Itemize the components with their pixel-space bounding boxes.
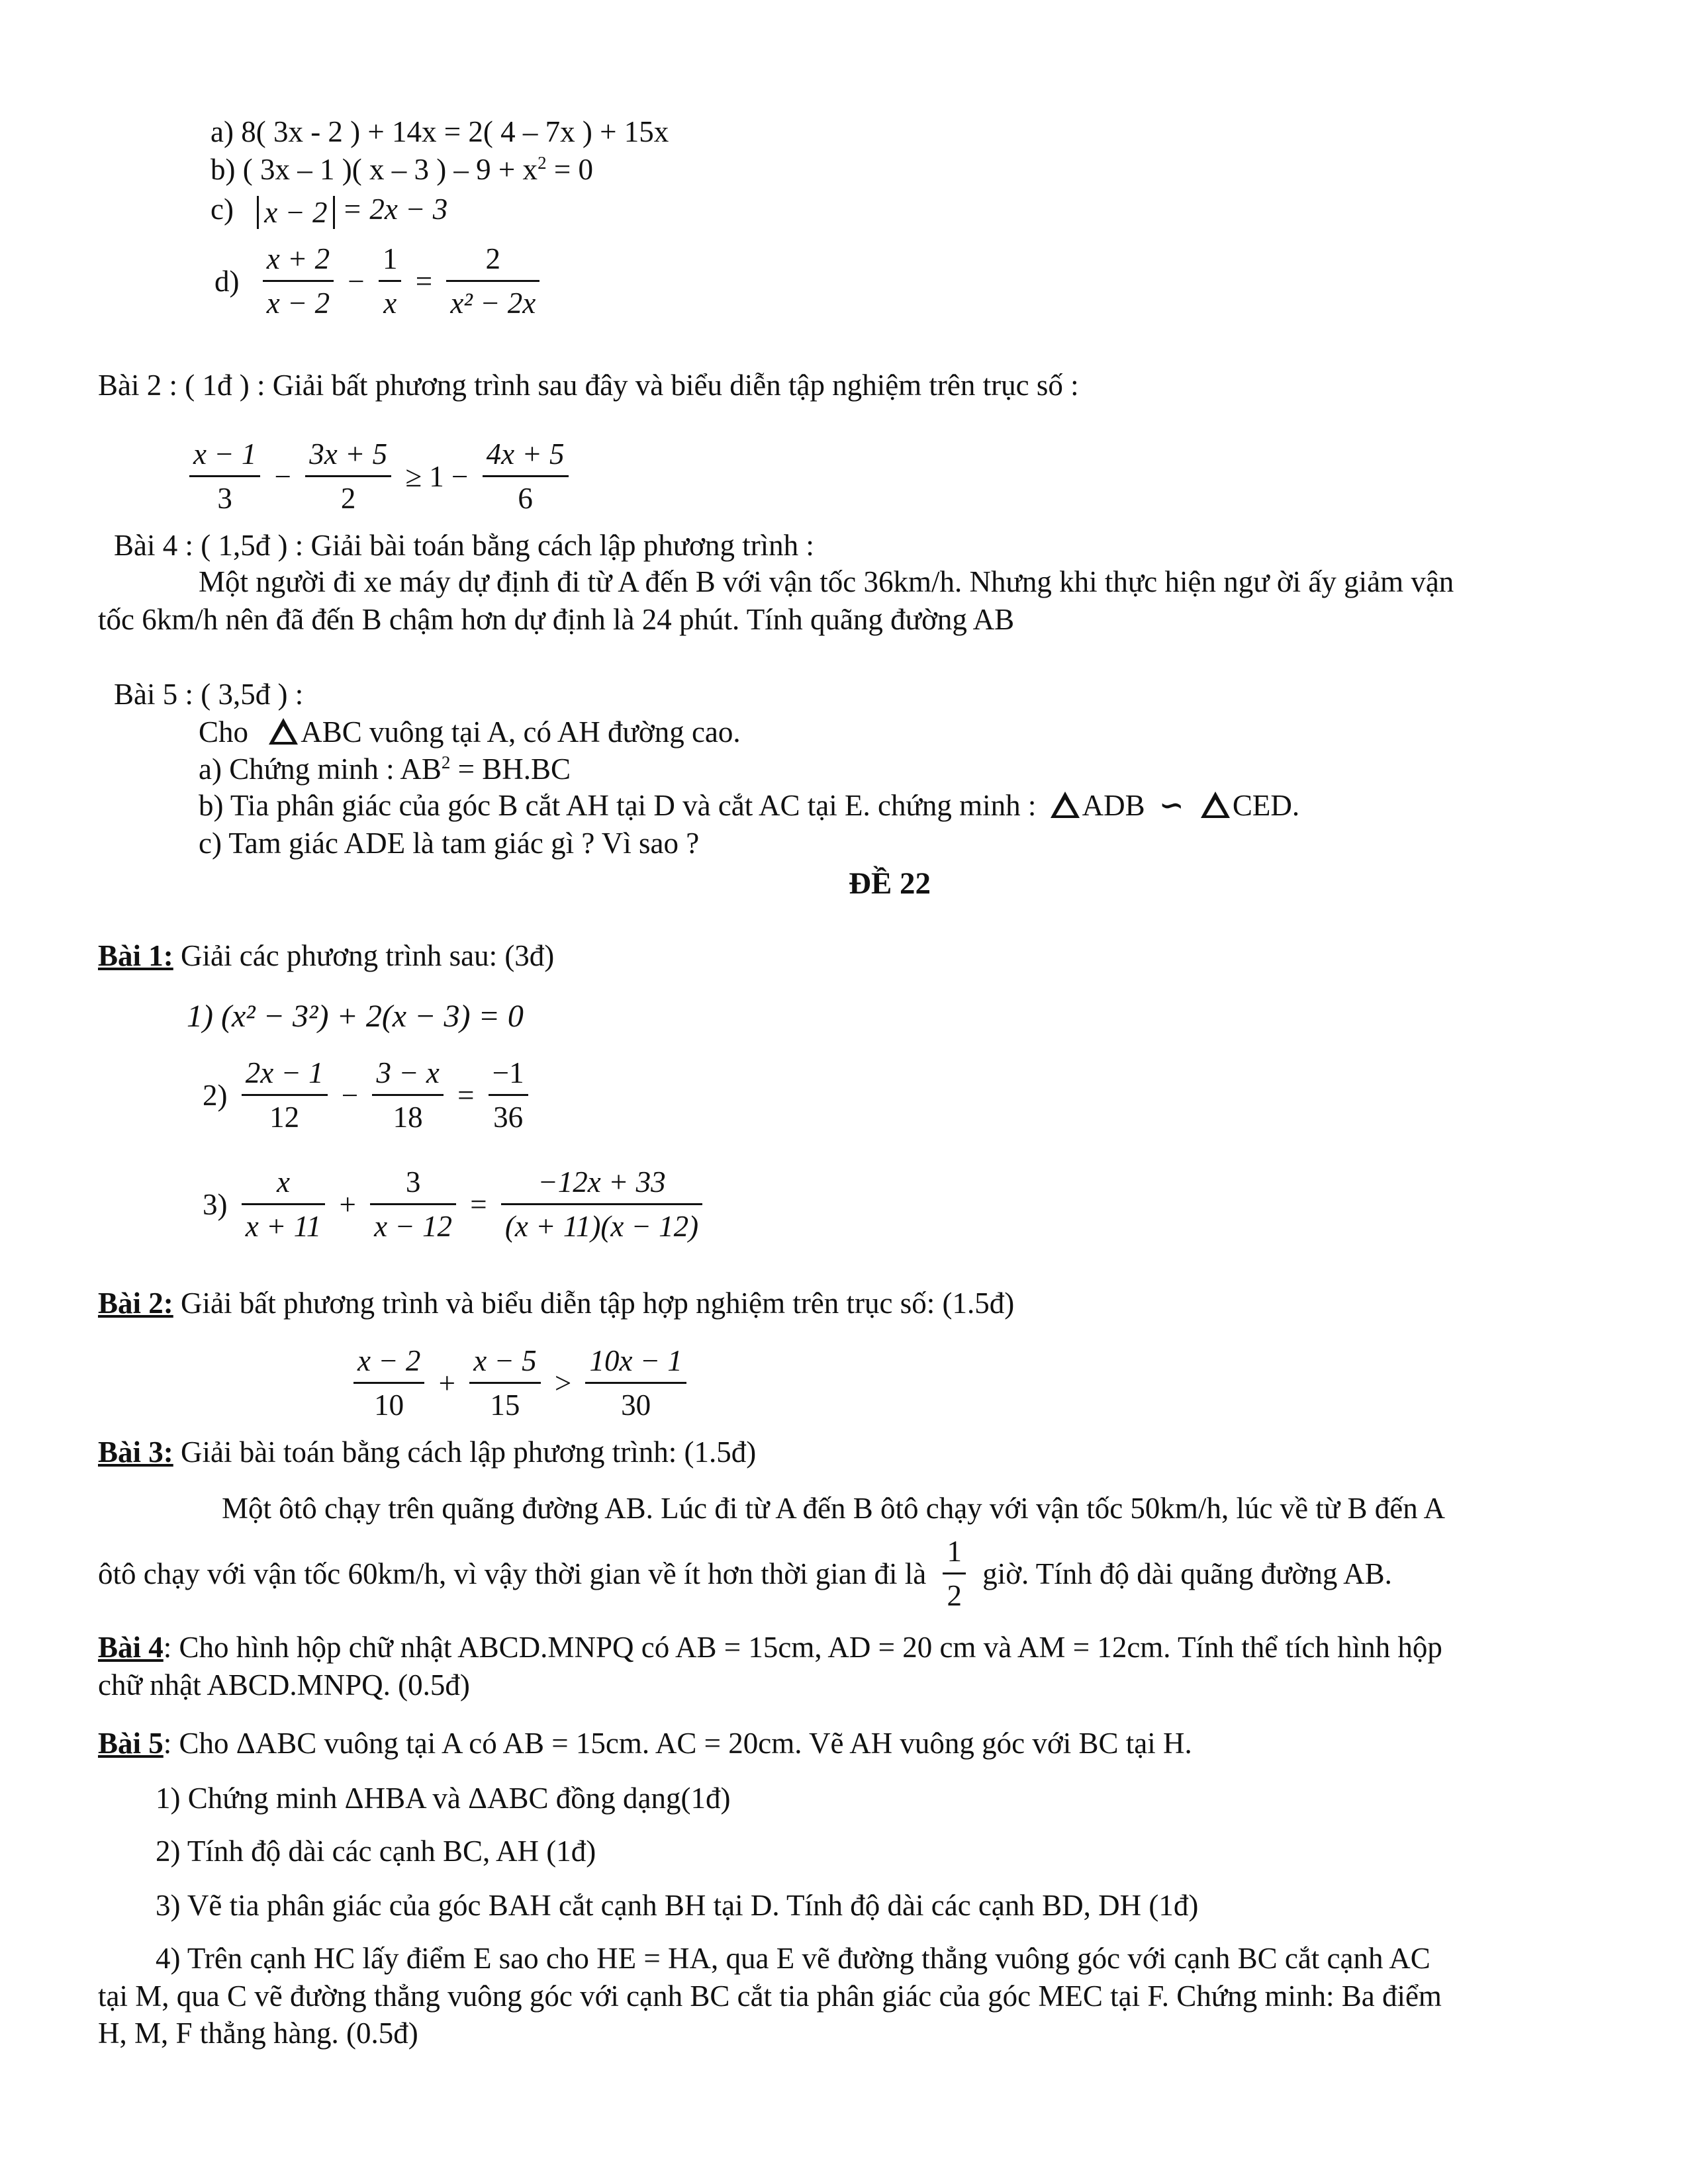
- prev-bai4-heading: Bài 4 : ( 1,5đ ) : Giải bài toán bằng cách lập phương trình :: [114, 529, 814, 562]
- bai1-eq3-f1-num: x: [242, 1165, 326, 1205]
- bai3-line2-post: giờ. Tính độ dài quãng đường AB.: [982, 1557, 1392, 1590]
- bai2-frac3: [585, 1343, 686, 1422]
- bai5-item4-line1: 4) Trên cạnh HC lấy điểm E sao cho HE = HA, qua E vẽ đường thẳng vuông góc với cạnh BC cắt cạnh AC: [156, 1942, 1430, 1975]
- bai5-item3: 3) Vẽ tia phân giác của góc BAH cắt cạnh BH tại D. Tính độ dài các cạnh BD, DH (1đ): [156, 1889, 1199, 1922]
- bai1-eq2-f2-den: 18: [393, 1101, 423, 1134]
- bai1-eq3-f3-den: (x + 11)(x − 12): [504, 1210, 699, 1243]
- bai1-eq3-f2-den: x − 12: [374, 1210, 452, 1243]
- bai1-eq3-frac1: [242, 1165, 326, 1244]
- prev-bai2-frac1: [189, 437, 260, 516]
- bai5-item4-line3: H, M, F thẳng hàng. (0.5đ): [98, 2017, 418, 2050]
- bai2-f2-num: x − 5: [469, 1343, 540, 1384]
- prev-bai2-heading: Bài 2 : ( 1đ ) : Giải bất phương trình sau đây và biểu diễn tập nghiệm trên trục số :: [98, 369, 1079, 402]
- bai1-label: Bài 1:: [98, 939, 173, 972]
- prev-bai2-f2-den: 2: [340, 482, 356, 515]
- prev-bai5-heading: Bài 5 : ( 3,5đ ) :: [114, 678, 304, 711]
- bai1-eq2-frac1: [242, 1056, 328, 1134]
- bai1-eq2-f1-num: 2x − 1: [242, 1056, 328, 1096]
- bai2-label: Bài 2:: [98, 1287, 173, 1320]
- prev-bai2-inequality: [187, 437, 571, 516]
- prev-bai5-b-t2: CED.: [1232, 789, 1300, 822]
- bai1-eq2: [199, 1056, 531, 1134]
- eq-d-f3-num: 2: [446, 242, 539, 282]
- bai4-line2: chữ nhật ABCD.MNPQ. (0.5đ): [98, 1668, 470, 1702]
- eq-c-label: c): [211, 193, 234, 226]
- prev-bai2-f1-num: x − 1: [189, 437, 260, 477]
- bai4-label: Bài 4: [98, 1631, 164, 1664]
- bai2-f2-den: 15: [490, 1388, 520, 1422]
- eq-b-pre: b) ( 3x – 1 )( x – 3 ) – 9 + x: [211, 153, 538, 186]
- bai2-inequality: [351, 1343, 689, 1422]
- prev-bai2-frac2: [305, 437, 391, 516]
- eq-d-frac3: [446, 242, 539, 320]
- bai1-eq1: 1) (x² − 3²) + 2(x − 3) = 0: [187, 999, 524, 1034]
- prev-bai2-f3-den: 6: [518, 482, 533, 515]
- bai3-label: Bài 3:: [98, 1435, 173, 1469]
- prev-bai5-a: [199, 753, 571, 786]
- bai3-line1: Một ôtô chạy trên quãng đường AB. Lúc đi từ A đến B ôtô chạy với vận tốc 50km/h, lúc về từ B đến A: [222, 1492, 1446, 1525]
- eq-d-f1-num: x + 2: [263, 242, 334, 282]
- prev-bai5-intro-a: Cho: [199, 715, 249, 749]
- eq-d-frac2: [379, 242, 402, 320]
- bai1-eq3-f3-num: −12x + 33: [501, 1165, 702, 1205]
- bai3-text: Giải bài toán bằng cách lập phương trình: (1.5đ): [173, 1435, 757, 1469]
- bai1-eq2-f3-num: −1: [489, 1056, 528, 1096]
- bai3-half-frac: [943, 1534, 966, 1613]
- bai3-half-num: 1: [943, 1534, 966, 1574]
- prev-bai5-c: c) Tam giác ADE là tam giác gì ? Vì sao ?: [199, 827, 700, 860]
- bai4-line1: [98, 1631, 1442, 1664]
- prev-bai5-b-pre: b) Tia phân giác của góc B cắt AH tại D và cắt AC tại E. chứng minh :: [199, 789, 1037, 822]
- eq-d-f2-num: 1: [379, 242, 402, 282]
- greater-sign: >: [554, 1366, 572, 1400]
- bai1-eq2-f3-den: 36: [493, 1101, 524, 1134]
- bai3-heading: [98, 1436, 756, 1469]
- bai2-heading: [98, 1287, 1014, 1320]
- eq-d-f2-den: x: [383, 287, 397, 320]
- equals-sign: =: [457, 1078, 475, 1112]
- prev-bai2-f1-den: 3: [217, 482, 232, 515]
- bai2-f3-num: 10x − 1: [585, 1343, 686, 1384]
- bai5-item2: 2) Tính độ dài các cạnh BC, AH (1đ): [156, 1835, 596, 1868]
- triangle-icon: [269, 718, 298, 745]
- eq-d: [211, 242, 542, 320]
- prev-bai5-b: [199, 790, 1299, 823]
- bai3-half-den: 2: [947, 1579, 962, 1612]
- bai5-text: : Cho ΔABC vuông tại A có AB = 15cm. AC = 20cm. Vẽ AH vuông góc với BC tại H.: [163, 1727, 1192, 1760]
- eq-c: [211, 193, 447, 229]
- bai1-eq3-frac2: [370, 1165, 456, 1244]
- prev-bai5-intro-b: ABC vuông tại A, có AH đường cao.: [301, 715, 741, 749]
- prev-bai2-frac3: [483, 437, 569, 516]
- plus-sign: +: [438, 1366, 455, 1400]
- eq-c-rhs: = 2x − 3: [342, 193, 448, 226]
- eq-d-label: d): [214, 264, 240, 298]
- bai1-eq2-label: 2): [203, 1078, 228, 1112]
- prev-bai2-f3-num: 4x + 5: [483, 437, 569, 477]
- triangle-icon: [1201, 792, 1230, 818]
- similar-sign: ∽: [1158, 789, 1184, 822]
- eq-d-f1-den: x − 2: [266, 287, 330, 320]
- triangle-icon: [1051, 792, 1080, 818]
- bai5-label: Bài 5: [98, 1727, 164, 1760]
- plus-sign: +: [339, 1187, 356, 1221]
- prev-bai4-line2: tốc 6km/h nên đã đến B chậm hơn dự định là 24 phút. Tính quãng đường AB: [98, 603, 1015, 636]
- bai1-eq2-frac2: [372, 1056, 443, 1134]
- bai3-line2-pre: ôtô chạy với vận tốc 60km/h, vì vậy thời gian về ít hơn thời gian đi là: [98, 1557, 927, 1590]
- prev-bai5-intro: [199, 716, 741, 749]
- bai2-text: Giải bất phương trình và biểu diễn tập hợp nghiệm trên trục số: (1.5đ): [173, 1287, 1015, 1320]
- bai1-eq2-frac3: [489, 1056, 528, 1134]
- bai4-text1: : Cho hình hộp chữ nhật ABCD.MNPQ có AB = 15cm, AD = 20 cm và AM = 12cm. Tính thể tích hình hộp: [163, 1631, 1442, 1664]
- bai1-eq3-frac3: [501, 1165, 702, 1244]
- minus-sign: −: [341, 1078, 359, 1112]
- eq-b-exp: 2: [538, 153, 547, 173]
- bai1-eq3-f2-num: 3: [370, 1165, 456, 1205]
- prev-bai2-f2-num: 3x + 5: [305, 437, 391, 477]
- bai1-eq2-f1-den: 12: [269, 1101, 300, 1134]
- bai2-frac1: [353, 1343, 424, 1422]
- eq-a: a) 8( 3x - 2 ) + 14x = 2( 4 – 7x ) + 15x: [211, 115, 669, 148]
- bai1-eq3-label: 3): [203, 1187, 228, 1221]
- eq-c-abs: x − 2: [257, 196, 334, 229]
- minus-sign: −: [348, 264, 365, 298]
- bai5-heading: [98, 1727, 1192, 1760]
- eq-d-f3-den: x² − 2x: [450, 287, 536, 320]
- bai1-text: Giải các phương trình sau: (3đ): [173, 939, 555, 972]
- bai5-item4-line2: tại M, qua C vẽ đường thẳng vuông góc với cạnh BC cắt tia phân giác của góc MEC tại F. Chứng minh: Ba điểm: [98, 1979, 1442, 2013]
- bai1-heading: [98, 940, 554, 973]
- prev-bai5-a-pre: a) Chứng minh : AB: [199, 752, 442, 786]
- prev-bai2-ge: ≥ 1 −: [405, 459, 469, 493]
- bai2-f3-den: 30: [621, 1388, 651, 1422]
- exam-title: ĐỀ 22: [849, 866, 931, 901]
- bai1-eq3: [199, 1165, 705, 1244]
- prev-bai5-b-t1: ADB: [1082, 789, 1145, 822]
- prev-bai4-line1: Một người đi xe máy dự định đi từ A đến B với vận tốc 36km/h. Nhưng khi thực hiện ngư ời ấy giảm vận: [199, 565, 1454, 598]
- bai2-f1-den: 10: [374, 1388, 404, 1422]
- prev-bai5-a-post: = BH.BC: [450, 752, 571, 786]
- bai3-line2: [98, 1534, 1392, 1613]
- eq-d-frac1: [263, 242, 334, 320]
- equals-sign: =: [415, 264, 433, 298]
- bai2-f1-num: x − 2: [353, 1343, 424, 1384]
- bai5-item1: 1) Chứng minh ΔHBA và ΔABC đồng dạng(1đ): [156, 1782, 731, 1815]
- bai1-eq3-f1-den: x + 11: [245, 1210, 322, 1243]
- equals-sign: =: [470, 1187, 487, 1221]
- prev-bai5-a-exp: 2: [441, 752, 451, 772]
- eq-b-post: = 0: [546, 153, 593, 186]
- bai2-frac2: [469, 1343, 540, 1422]
- eq-b: [211, 154, 593, 187]
- bai1-eq2-f2-num: 3 − x: [372, 1056, 443, 1096]
- minus-sign: −: [274, 459, 291, 493]
